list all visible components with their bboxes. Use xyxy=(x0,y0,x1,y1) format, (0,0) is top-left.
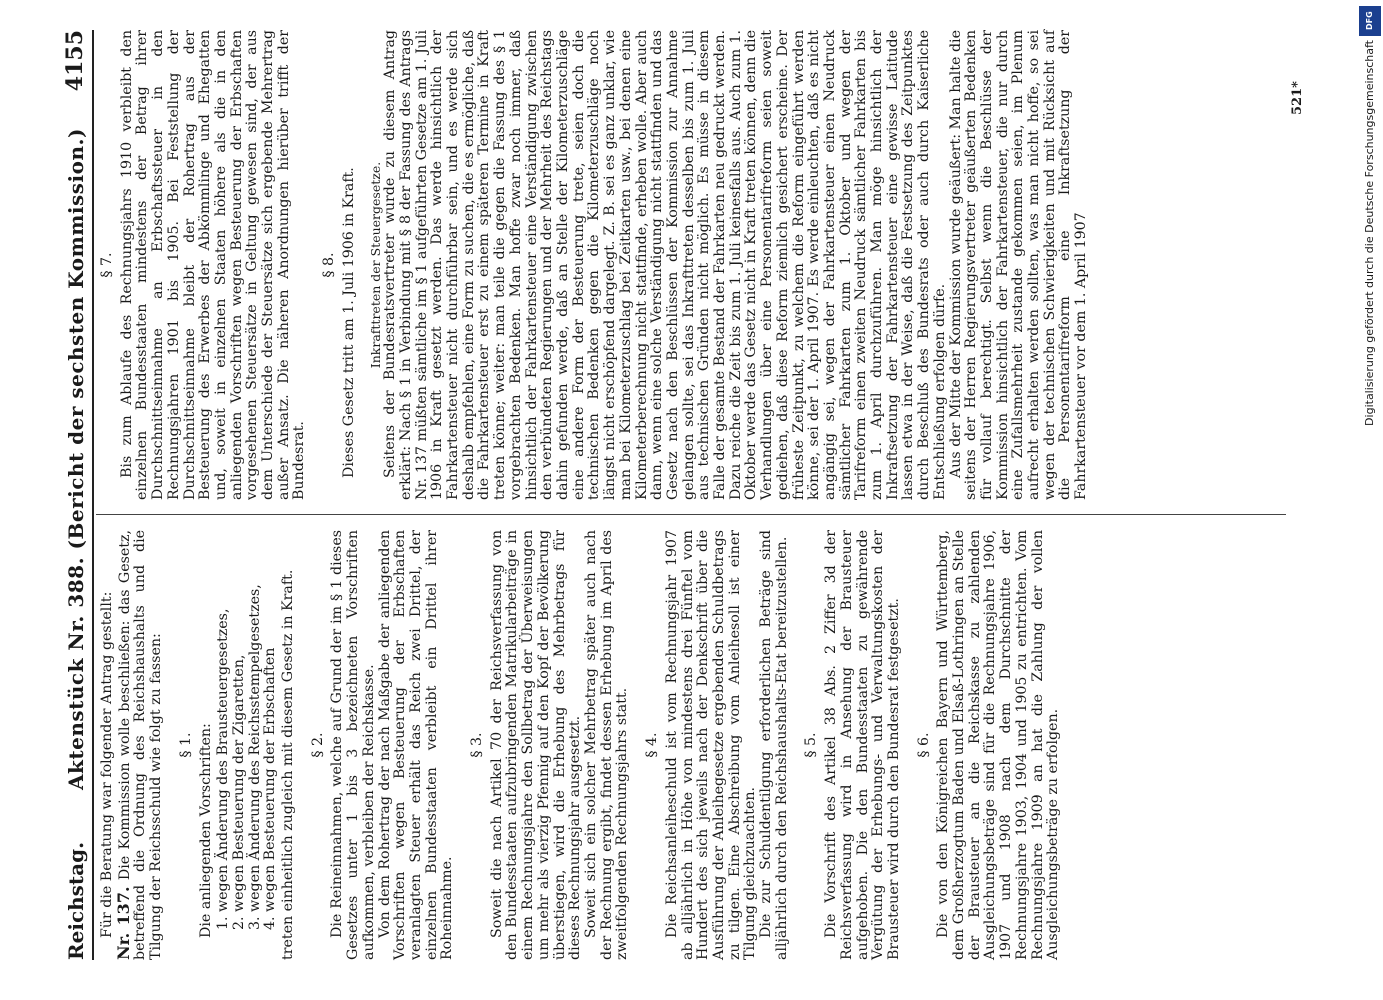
intro-text: Für die Beratung war folgender Antrag gestellt: xyxy=(99,591,115,938)
column-divider xyxy=(96,514,1286,515)
section-8-heading: § 8. xyxy=(321,252,338,278)
list-item: 3. wegen Änderung des Reichsstempelgesetzes, xyxy=(248,530,264,912)
section-7-heading: § 7. xyxy=(99,252,115,278)
commentary-paragraph: Aus der Mitte der Kommission wurde geäußert: Man halte die seitens der Herren Regierungsvertreter geäußerten Bedenken für vollauf berechtigt. Selbst wenn die Beschlüsse der Kommission hinsichtlich der Fahrkartensteuer, die nur durch eine Zufallsmehrheit zustande gekommen seien, im Plenum aufrecht erhalten werden sollten, was man nicht hoffe, so sei wegen der technischen Schwierigkeiten und mit Rücksicht auf die Personentarifreform eine Inkraftsetzung der Fahrkartensteuer vor dem 1. April 1907 xyxy=(947,30,1090,500)
section-3-heading: § 3. xyxy=(469,732,486,758)
section-6-paragraph: Die von den Königreichen Bayern und Württemberg, dem Großherzogtum Baden und Elsaß-Lothringen an Stelle der Brausteuer an die Reichskasse zu zahlenden Ausgleichungsbeträge sind für die Rechnungsjahre 1906, 1907 und 1908 nach dem Durchschnitte der Rechnungsjahre 1903, 1904 und 1905 zu entrichten. Vom Rechnungsjahre 1909 an hat die Zahlung der vollen Ausgleichungsbeträge zu erfolgen. xyxy=(935,530,1062,960)
motion-paragraph xyxy=(113,529,165,960)
left-column xyxy=(100,530,1062,960)
section-1-tail: treten einheitlich zugleich mit diesem Gesetz in Kraft. xyxy=(280,569,297,960)
list-item: 2. wegen Besteuerung der Zigaretten, xyxy=(232,530,248,912)
signature-mark: 521* xyxy=(1290,81,1305,115)
list-item: 1. wegen Änderung des Brausteuergesetzes, xyxy=(216,530,232,912)
section-3-paragraph: Soweit sich ein solcher Mehrbetrag später auch nach der Rechnung ergibt, findet dessen Erhebung im April des zweitfolgenden Rechnungsjahrs statt. xyxy=(582,530,631,960)
header-left: Reichstag. xyxy=(64,841,88,960)
section-2-heading: § 2. xyxy=(309,732,326,758)
section-4-paragraph: Die zur Schuldentilgung erforderlichen Beträge sind alljährlich durch den Reichshaushalts-Etat bereitzustellen. xyxy=(758,530,790,960)
subheading: Inkrafttreten der Steuergesetze. xyxy=(367,161,383,369)
section-8-paragraph: Dieses Gesetz tritt am 1. Juli 1906 in Kraft. xyxy=(340,167,357,478)
digitization-note: Digitalisierung gefördert durch die Deutsche Forschungsgemeinschaft xyxy=(1363,40,1376,426)
commentary-paragraph: Seitens der Bundesratsvertreter wurde zu diesem Antrag erklärt: Nach § 1 in Verbindung mit § 8 der Fassung des Antrags Nr. 137 müßten sämtliche im § 1 aufgeführten Gesetze am 1. Juli 1906 in Kraft gesetzt werden. Das werde hinsichtlich der Fahrkartensteuer nicht durchführbar sein, und es werde sich deshalb empfehlen, eine Form zu suchen, die es ermögliche, daß die Fahrkartensteuer erst zu einem späteren Termine in Kraft treten könne; weiter: man teile die gegen die Fassung des § 1 vorgebrachten Bedenken. Man hoffe zwar noch immer, daß hinsichtlich der Fahrkartensteuer eine Verständigung zwischen den verbündeten Regierungen und der Mehrheit des Reichstags dahin gefunden werde, daß an Stelle der Kilometerzuschläge eine andere Form der Besteuerung trete, seien doch die technischen Bedenken gegen die Kilometerzuschläge noch längst nicht erschöpfend dargelegt. Z. B. sei es ganz unklar, wie man bei Kilometerzuschlag bei Zeitkarten usw., bei denen eine Kilometerberechnung nicht stattfinde, erheben wolle. Aber auch dann, wenn eine solche Verständigung nicht stattfinden und das Gesetz nach den Beschlüssen der Kommission zur Annahme gelangen sollte, sei das Inkrafttreten desselben bis zum 1. Juli aus technischen Gründen nicht möglich. Es müsse in diesem Falle der gesamte Bestand der Fahrkarten neu gedruckt werden. Dazu reiche die Zeit bis zum 1. Juli keinesfalls aus. Auch zum 1. Oktober werde das Gesetz nicht in Kraft treten können, denn die Verhandlungen über eine Personentarifreform seien soweit gediehen, daß diese Reform ziemlich gesichert erscheine. Der früheste Zeitpunkt, zu welchem die Reform eingeführt werden könne, sei der 1. April 1907. Es werde einleuchten, daß es nicht angängig sei, wegen der Fahrkartensteuer einen Neudruck sämtlicher Fahrkarten zum 1. Oktober und wegen der Tarifreform einen zweiten Neudruck sämtlicher Fahrkarten bis zum 1. April durchzuführen. Man möge hinsichtlich der Inkraftsetzung der Fahrkartensteuer eine gewisse Latitude lassen etwa in der Weise, daß die Festsetzung des Zeitpunktes durch Beschluß des Bundesrats oder auch durch Kaiserliche Entschließung erfolgen dürfe. xyxy=(382,30,948,500)
section-3-paragraph: Soweit die nach Artikel 70 der Reichsverfassung von den Bundesstaaten aufzubringenden Matrikularbeiträge in einem Rechnungsjahre den Sollbetrag der Überweisungen um mehr als vierzig Pfennig auf den Kopf der Bevölkerung überstiegen, wird die Erhebung des Mehrbetrags für dieses Rechnungsjahr ausgesetzt. xyxy=(488,530,584,960)
section-1-heading: § 1. xyxy=(177,732,194,758)
section-4-heading: § 4. xyxy=(644,732,661,758)
header-title: Aktenstück Nr. 388. (Bericht der sechsten Kommission.) xyxy=(64,128,88,790)
section-5-paragraph: Die Vorschrift des Artikel 38 Abs. 2 Ziffer 3d der Reichsverfassung wird in Ansehung der Brausteuer aufgehoben. Die den Bundesstaaten zu gewährende Vergütung der Erhebungs- und Verwaltungskosten der Brausteuer wird durch den Bundesrat festgesetzt. xyxy=(823,530,902,960)
motion-label: Nr. 137. xyxy=(113,886,133,960)
list-item: 4. wegen Besteuerung der Erbschaften xyxy=(263,530,279,912)
dfg-logo-icon: DFG xyxy=(1359,6,1381,36)
section-1-list xyxy=(216,530,279,912)
section-1-intro: Die anliegenden Vorschriften: xyxy=(197,723,214,938)
section-2-paragraph: Von dem Rohertrag der nach Maßgabe der anliegenden Vorschriften wegen Besteuerung der Erbschaften veranlagten Steuer erhält das Reich zwei Drittel, der einzelnen Bundesstaaten verbleibt ein Drittel ihrer Roheinnahme. xyxy=(376,530,456,960)
section-7-paragraph: Bis zum Ablaufe des Rechnungsjahrs 1910 verbleibt den einzelnen Bundesstaaten mindestens der Betrag ihrer Durchschnittseinnahme an Erbschaftssteuer in den Rechnungsjahren 1901 bis 1905. Bei Feststellung der Durchschnittseinnahme bleibt der Rohertrag aus der Besteuerung des Erwerbes der Abkömmlinge und Ehegatten und, soweit in einzelnen Staaten höhere als die in den anliegenden Vorschriften wegen Besteuerung der Erbschaften vorgesehenen Steuersätze in Geltung gewesen sind, der aus dem Unterschiede der Steuersätze sich ergebende Mehrertrag außer Ansatz. Die näheren Anordnungen hierüber trifft der Bundesrat. xyxy=(118,30,308,500)
section-6-heading: § 6. xyxy=(915,732,932,758)
page-header xyxy=(58,30,94,960)
section-4-paragraph: Die Reichsanleiheschuld ist vom Rechnungsjahr 1907 ab alljährlich in Höhe von mindestens drei Fünftel vom Hundert des sich jeweils nach der Denkschrift über die Ausführung der Anleihegesetze ergebenden Schuldbetrags zu tilgen. Eine Abschreibung vom Anleihesoll ist einer Tilgung gleichzuachten. xyxy=(663,530,759,960)
motion-text: Die Kommission wolle beschließen: das Gesetz, betreffend die Ordnung des Reichshaushalts und die Tilgung der Reichsschuld wie folgt zu fassen: xyxy=(116,529,165,960)
section-5-heading: § 5. xyxy=(803,732,820,758)
digitization-sidebar xyxy=(1358,0,1382,1000)
right-column xyxy=(100,30,1090,500)
section-2-paragraph: Die Reineinnahmen, welche auf Grund der im § 1 dieses Gesetzes unter 1 bis 3 bezeichneten Vorschriften aufkommen, verbleiben der Reichskasse. xyxy=(329,530,377,960)
page-number: 4155 xyxy=(62,30,88,92)
